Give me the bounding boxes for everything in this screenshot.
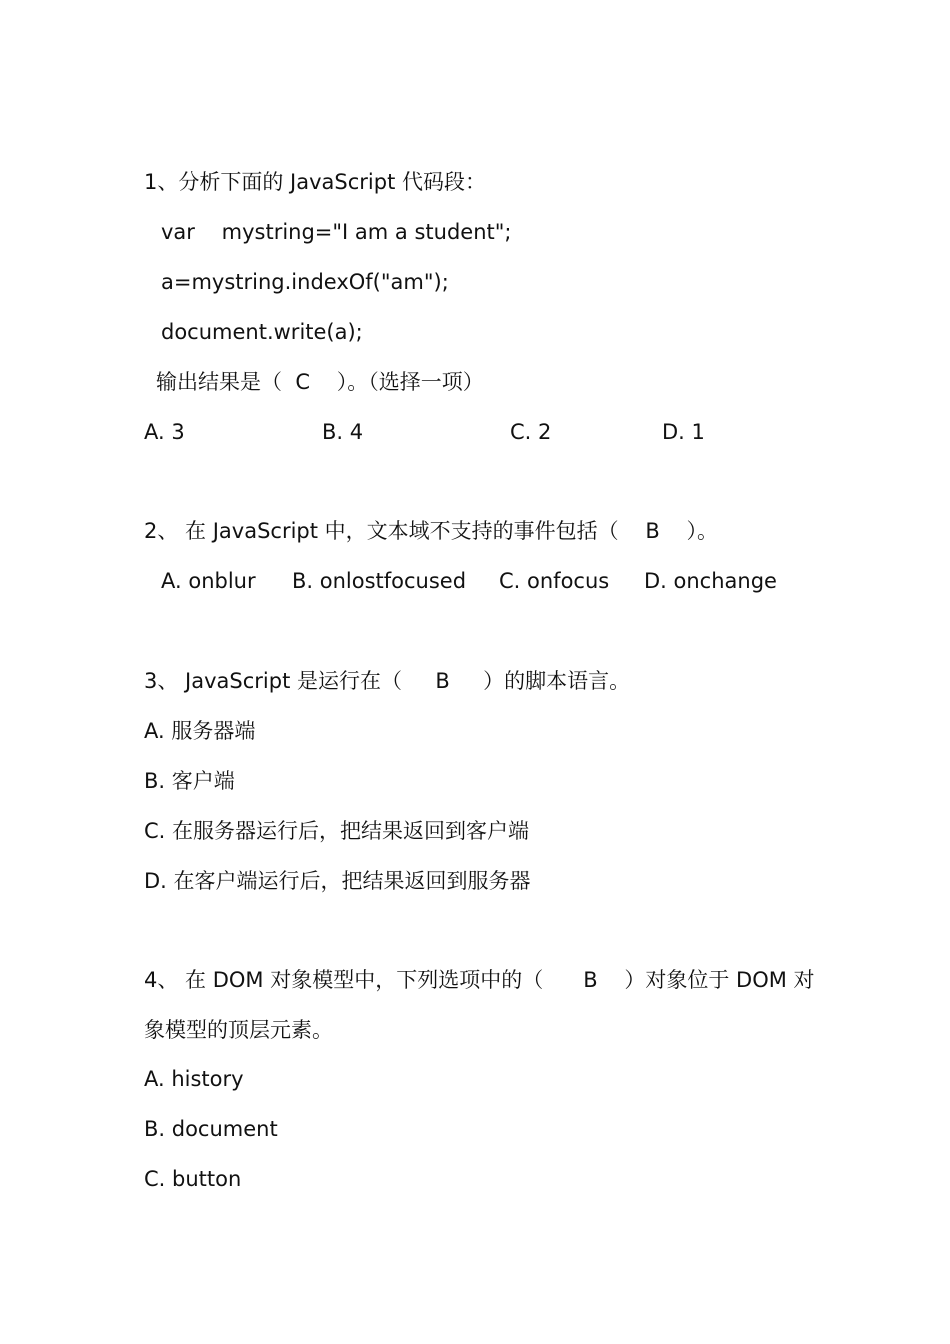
q1-option-b: B. 4 <box>322 420 364 444</box>
q3-option-d: D. 在客户端运行后，把结果返回到服务器 <box>144 869 531 893</box>
q1-code-line-3: document.write(a); <box>161 320 363 344</box>
q2-option-d: D. onchange <box>644 569 777 593</box>
q4-option-b: B. document <box>144 1117 278 1141</box>
q4-option-c: C. button <box>144 1167 242 1191</box>
q2-stem: 2、 在 JavaScript 中，文本域不支持的事件包括（ B ）。 <box>144 519 718 543</box>
q3-option-a: A. 服务器端 <box>144 719 256 743</box>
q4-stem-line-1: 4、 在 DOM 对象模型中，下列选项中的（ B ）对象位于 DOM 对 <box>144 968 815 992</box>
q1-option-c: C. 2 <box>510 420 552 444</box>
q3-option-b: B. 客户端 <box>144 769 235 793</box>
q1-option-d: D. 1 <box>662 420 705 444</box>
q4-option-a: A. history <box>144 1067 244 1091</box>
q2-option-c: C. onfocus <box>499 569 610 593</box>
q2-option-a: A. onblur <box>161 569 256 593</box>
q2-option-b: B. onlostfocused <box>292 569 467 593</box>
q1-prompt: 输出结果是（ C ）。（选择一项） <box>156 370 484 394</box>
q1-code-line-1: var mystring="I am a student"; <box>161 220 512 244</box>
q1-option-a: A. 3 <box>144 420 185 444</box>
q4-stem-line-2: 象模型的顶层元素。 <box>144 1018 333 1042</box>
q1-code-line-2: a=mystring.indexOf("am"); <box>161 270 449 294</box>
q3-stem: 3、 JavaScript 是运行在（ B ）的脚本语言。 <box>144 669 631 693</box>
q1-stem: 1、分析下面的 JavaScript 代码段： <box>144 170 486 194</box>
q3-option-c: C. 在服务器运行后，把结果返回到客户端 <box>144 819 530 843</box>
